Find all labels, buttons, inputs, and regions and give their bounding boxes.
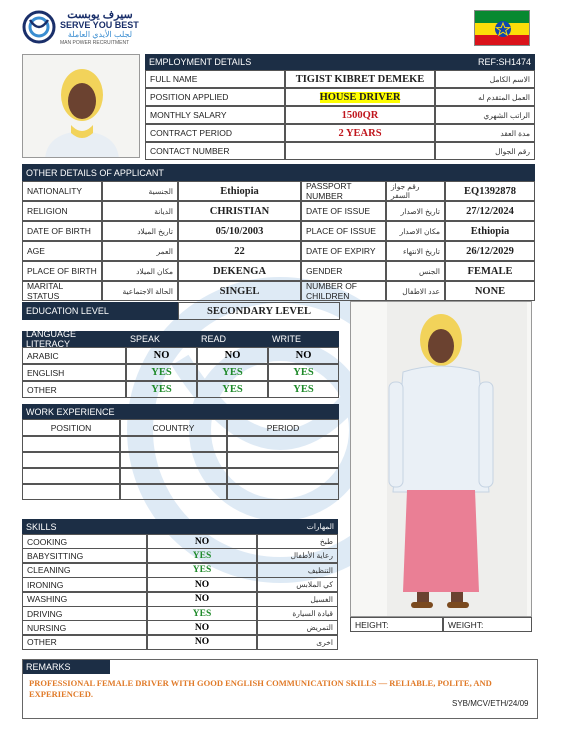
agency-name: SERVE YOU BEST (60, 20, 139, 30)
applicant-arabic-label: الديانة (102, 201, 178, 221)
applicant-arabic-label: الحالة الاجتماعية (102, 281, 178, 301)
skill-name: CLEANING (22, 563, 147, 578)
language-header-name: LANGUAGE LITERACY (26, 329, 77, 349)
agency-arabic-name: سيرف يوبست (67, 9, 133, 21)
skill-value: NO (147, 592, 257, 607)
work-column-country: COUNTRY (120, 419, 227, 436)
language-speak: YES (126, 364, 197, 381)
skill-arabic-label: التمريض (257, 620, 338, 635)
employment-arabic-label: الاسم الكامل (435, 70, 535, 88)
skill-name: BABYSITTING (22, 548, 147, 563)
work-row (22, 484, 339, 500)
skill-row (22, 606, 338, 621)
applicant-row (22, 221, 535, 241)
skill-name: DRIVING (22, 606, 147, 621)
education-label: EDUCATION LEVEL (22, 302, 178, 320)
employment-header (145, 54, 535, 70)
applicant-value-2: 27/12/2024 (445, 201, 535, 221)
employment-arabic-label: العمل المتقدم له (435, 88, 535, 106)
skill-arabic-label: الغسيل (257, 592, 338, 607)
work-cell-position (22, 452, 120, 468)
applicant-label: AGE (22, 241, 102, 261)
work-column-position: POSITION (22, 419, 120, 436)
employment-value-text: 1500QR (341, 109, 379, 121)
applicant-arabic-label: العمر (102, 241, 178, 261)
applicant-arabic-label-2: مكان الاصدار (386, 221, 445, 241)
work-row (22, 452, 339, 468)
work-row (22, 468, 339, 484)
employment-arabic-label: الراتب الشهري (435, 106, 535, 124)
applicant-label-2: DATE OF ISSUE (301, 201, 386, 221)
applicant-value: 05/10/2003 (178, 221, 301, 241)
language-speak: YES (126, 381, 197, 398)
applicant-value-2: EQ1392878 (445, 181, 535, 201)
employment-header-label: EMPLOYMENT DETAILS (149, 57, 252, 67)
applicant-label: MARITAL STATUS (22, 281, 102, 301)
applicant-label-2: PLACE OF ISSUE (301, 221, 386, 241)
skill-value: YES (147, 606, 257, 621)
work-row (22, 436, 339, 452)
language-header-speak: SPEAK (130, 334, 161, 344)
skills-header (22, 519, 338, 534)
applicant-full-photo (350, 301, 532, 617)
applicant-label: PLACE OF BIRTH (22, 261, 102, 281)
language-header-write: WRITE (272, 334, 301, 344)
work-cell-country (120, 436, 227, 452)
employment-value (285, 70, 435, 88)
work-columns-row (22, 419, 339, 436)
skill-name: OTHER (22, 635, 147, 650)
flag-emblem-icon (493, 19, 513, 39)
skills-header-label: SKILLS (26, 521, 57, 532)
applicant-value-2: FEMALE (445, 261, 535, 281)
work-cell-position (22, 436, 120, 452)
applicant-arabic-label-2: الجنس (386, 261, 445, 281)
agency-logo (22, 8, 142, 48)
work-column-period: PERIOD (227, 419, 339, 436)
applicant-label: RELIGION (22, 201, 102, 221)
employment-value (285, 124, 435, 142)
language-write: YES (268, 364, 339, 381)
footer-code: SYB/MCV/ETH/24/09 (452, 699, 529, 708)
applicant-label: DATE OF BIRTH (22, 221, 102, 241)
skill-name: IRONING (22, 577, 147, 592)
language-name: ARABIC (22, 347, 126, 364)
skill-arabic-label: رعاية الأطفال (257, 548, 338, 563)
employment-label: FULL NAME (145, 70, 285, 88)
applicant-arabic-label-2: رقم جواز السفر (386, 181, 445, 201)
skill-value: YES (147, 548, 257, 563)
language-row (22, 381, 339, 398)
employment-row (145, 106, 535, 124)
applicant-arabic-label-2: تاريخ الاصدار (386, 201, 445, 221)
agency-logo-icon (22, 8, 56, 46)
language-name: OTHER (22, 381, 126, 398)
employment-row (145, 142, 535, 160)
employment-value-text: 2 YEARS (338, 127, 382, 139)
skill-row (22, 534, 338, 549)
work-cell-period (227, 452, 339, 468)
skill-arabic-label: التنظيف (257, 563, 338, 578)
skill-row (22, 548, 338, 563)
employment-value (285, 142, 435, 160)
skill-row (22, 620, 338, 635)
employment-value-text: HOUSE DRIVER (319, 91, 401, 103)
employment-value (285, 106, 435, 124)
applicant-label-2: DATE OF EXPIRY (301, 241, 386, 261)
skill-value: NO (147, 577, 257, 592)
language-read: YES (197, 381, 268, 398)
applicant-arabic-label: الجنسية (102, 181, 178, 201)
applicant-row (22, 261, 535, 281)
skill-row (22, 592, 338, 607)
applicant-value-2: NONE (445, 281, 535, 301)
work-cell-position (22, 468, 120, 484)
language-write: NO (268, 347, 339, 364)
height-field: HEIGHT: (350, 617, 443, 632)
applicant-value-2: Ethiopia (445, 221, 535, 241)
employment-row (145, 88, 535, 106)
ethiopia-flag (474, 10, 530, 46)
weight-field: WEIGHT: (443, 617, 532, 632)
language-row (22, 364, 339, 381)
skill-row (22, 635, 338, 650)
language-read: YES (197, 364, 268, 381)
applicant-value: DEKENGA (178, 261, 301, 281)
skill-value: YES (147, 563, 257, 578)
skill-row (22, 577, 338, 592)
work-cell-period (227, 484, 339, 500)
employment-value-text: TIGIST KIBRET DEMEKE (295, 73, 425, 85)
applicant-row (22, 201, 535, 221)
skill-name: WASHING (22, 592, 147, 607)
skills-header-arabic: المهارات (306, 522, 334, 531)
skill-row (22, 563, 338, 578)
employment-label: POSITION APPLIED (145, 88, 285, 106)
remarks-text: PROFESSIONAL FEMALE DRIVER WITH GOOD ENGLISH COMMUNICATION SKILLS — RELIABLE, POLITE, AND EXPERIENCED. (29, 678, 492, 699)
employment-value (285, 88, 435, 106)
work-header: WORK EXPERIENCE (22, 404, 339, 419)
applicant-row (22, 181, 535, 201)
employment-arabic-label: رقم الجوال (435, 142, 535, 160)
applicant-label-2: GENDER (301, 261, 386, 281)
skill-name: COOKING (22, 534, 147, 549)
applicant-arabic-label: مكان الميلاد (102, 261, 178, 281)
applicant-arabic-label: تاريخ الميلاد (102, 221, 178, 241)
applicant-value: Ethiopia (178, 181, 301, 201)
employment-label: CONTACT NUMBER (145, 142, 285, 160)
skill-arabic-label: طبخ (257, 534, 338, 549)
employment-arabic-label: مدة العقد (435, 124, 535, 142)
reference-number: REF:SH1474 (477, 57, 531, 67)
employment-row (145, 124, 535, 142)
agency-tagline: MAN POWER RECRUITMENT (60, 40, 130, 46)
employment-label: CONTRACT PERIOD (145, 124, 285, 142)
applicant-value: CHRISTIAN (178, 201, 301, 221)
language-row (22, 347, 339, 364)
skill-value: NO (147, 620, 257, 635)
language-write: YES (268, 381, 339, 398)
skill-arabic-label: اخرى (257, 635, 338, 650)
skill-arabic-label: قيادة السيارة (257, 606, 338, 621)
skill-name: NURSING (22, 620, 147, 635)
employment-label: MONTHLY SALARY (145, 106, 285, 124)
work-cell-country (120, 484, 227, 500)
language-read: NO (197, 347, 268, 364)
language-header-row (22, 331, 339, 347)
applicant-value: SINGEL (178, 281, 301, 301)
applicant-row (22, 281, 535, 301)
work-cell-period (227, 468, 339, 484)
applicant-arabic-label-2: عدد الاطفال (386, 281, 445, 301)
remarks-header: REMARKS (22, 659, 110, 674)
applicant-label-2: NUMBER OF CHILDREN (301, 281, 386, 301)
work-cell-position (22, 484, 120, 500)
employment-row (145, 70, 535, 88)
applicant-headshot (22, 54, 140, 158)
applicant-value-2: 26/12/2029 (445, 241, 535, 261)
applicant-header-label: OTHER DETAILS OF APPLICANT (26, 167, 164, 178)
work-cell-country (120, 468, 227, 484)
agency-arabic-tagline: لجلب الأيدي العاملة (67, 30, 133, 39)
work-cell-country (120, 452, 227, 468)
applicant-value: 22 (178, 241, 301, 261)
education-value: SECONDARY LEVEL (178, 302, 340, 320)
skill-arabic-label: كي الملابس (257, 577, 338, 592)
language-name: ENGLISH (22, 364, 126, 381)
applicant-row (22, 241, 535, 261)
skill-value: NO (147, 534, 257, 549)
language-header-read: READ (201, 334, 227, 344)
applicant-header (22, 164, 535, 181)
work-cell-period (227, 436, 339, 452)
language-speak: NO (126, 347, 197, 364)
skill-value: NO (147, 635, 257, 650)
applicant-label-2: PASSPORT NUMBER (301, 181, 386, 201)
applicant-arabic-label-2: تاريخ الانتهاء (386, 241, 445, 261)
applicant-label: NATIONALITY (22, 181, 102, 201)
